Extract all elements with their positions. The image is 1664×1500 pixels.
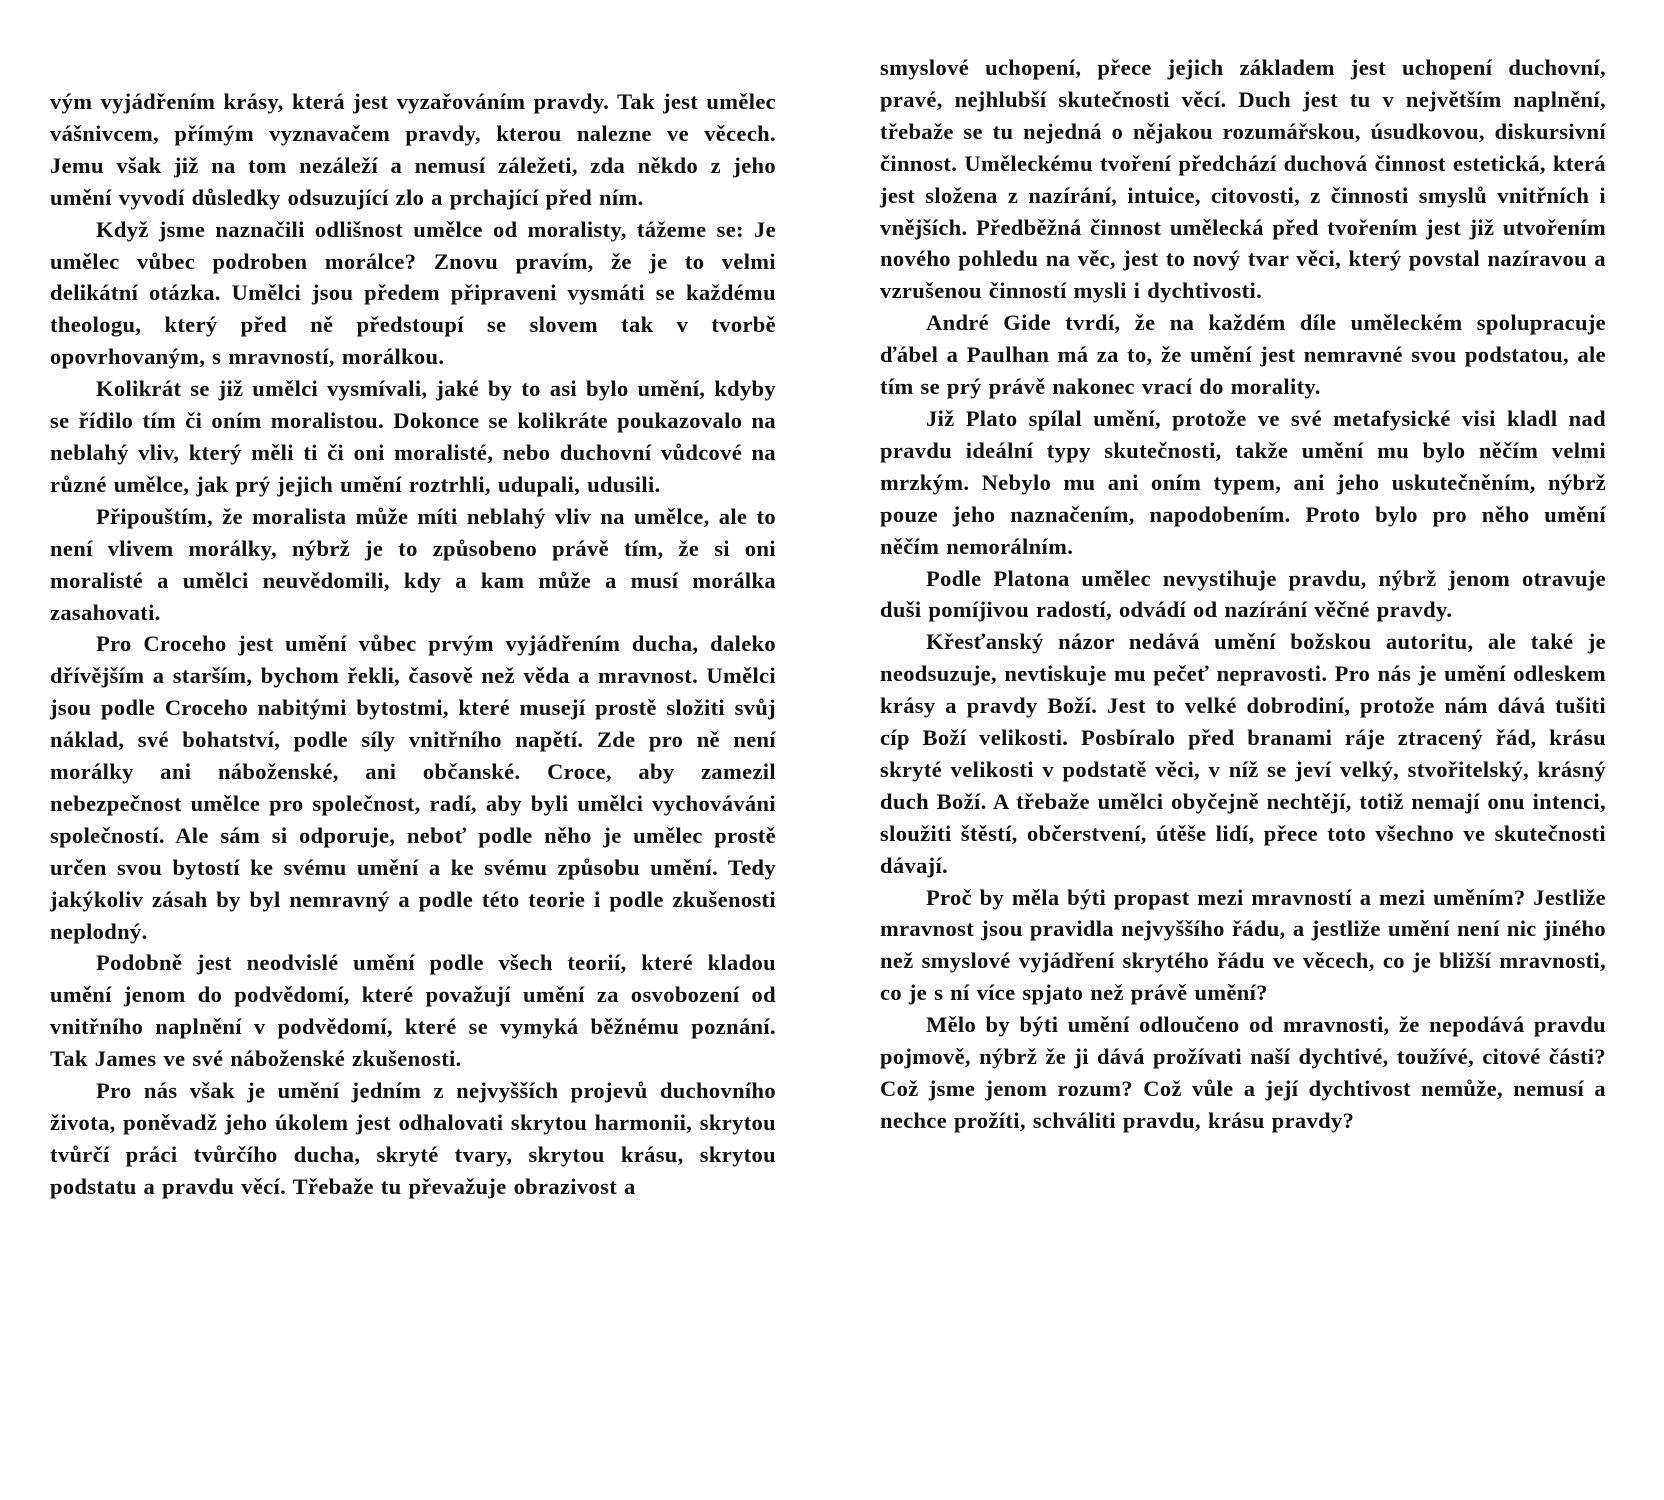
paragraph: smyslové uchopení, přece jejich základem jest uchopení duchovní, pravé, nejhlubší skutečnosti věcí. Duch jest tu v největším naplnění, třebaže se tu nejedná o nějakou rozumářskou, úsudkovou, diskursivní činnost. Uměleckému tvoření předchází duchová činnost estetická, která jest složena z nazírání, intuice, citovosti, z činnosti smyslů vnitřních i vnějších. Předběžná činnost umělecká před tvořením jest již utvořením nového pohledu na věc, jest to nový tvar věci, který povstal nazíravou a vzrušenou činností mysli i dychtivosti. xyxy=(880,55,1606,304)
paragraph: André Gide tvrdí, že na každém díle uměleckém spolupracuje ďábel a Paulhan má za to, že umění jest nemravné svou podstatou, ale tím se prý právě nakonec vrací do morality. xyxy=(880,310,1606,400)
paragraph: Pro Croceho jest umění vůbec prvým vyjádřením ducha, daleko dřívějším a starším, bychom řekli, časově než věda a mravnost. Umělci jsou podle Croceho nabitými bytostmi, které musejí prostě složiti svůj náklad, své bohatství, podle síly vnitřního napětí. Zde pro ně není morálky ani náboženské, ani občanské. Croce, aby zamezil nebezpečnost umělce pro společnost, radí, aby byli umělci vychováváni společností. Ale sám si odporuje, neboť podle něho je umělec prostě určen svou bytostí ke svému umění a ke svému způsobu umění. Tedy jakýkoliv zásah by byl nemravný a podle této teorie i podle zkušenosti neplodný. xyxy=(50,631,776,944)
paragraph: Kolikrát se již umělci vysmívali, jaké by to asi bylo umění, kdyby se řídilo tím či oním moralistou. Dokonce se kolikráte poukazovalo na neblahý vliv, který měli ti či oni moralisté, nebo duchovní vůdcové na různé umělce, jak prý jejich umění roztrhli, udupali, udusili. xyxy=(50,376,776,497)
paragraph: Pro nás však je umění jedním z nejvyšších projevů duchovního života, poněvadž jeho úkolem jest odhalovati skrytou harmonii, skrytou tvůrčí práci tvůrčího ducha, skryté tvary, skrytou krásu, skrytou podstatu a pravdu věcí. Třebaže tu převažuje obrazivost a xyxy=(50,1078,776,1199)
paragraph: Připouštím, že moralista může míti neblahý vliv na umělce, ale to není vlivem morálky, nýbrž je to způsobeno právě tím, že si oni moralisté a umělci neuvědomili, kdy a kam může a musí morálka zasahovati. xyxy=(50,503,776,625)
paragraph: Již Plato spílal umění, protože ve své metafysické visi kladl nad pravdu ideální typy skutečnosti, takže umění mu bylo něčím velmi mrzkým. Nebylo mu ani oním typem, ani jeho uskutečněním, nýbrž pouze jeho naznačením, napodobením. Proto bylo pro něho umění něčím nemorálním. xyxy=(880,405,1606,559)
paragraph: Mělo by býti umění odloučeno od mravnosti, že nepodává pravdu pojmově, nýbrž že ji dává prožívati naší dychtivé, toužívé, citové části? Což jsme jenom rozum? Což vůle a její dychtivost nemůže, nemusí a nechce prožíti, schváliti pravdu, krásu pravdy? xyxy=(880,1012,1606,1133)
paragraph: Podle Platona umělec nevystihuje pravdu, nýbrž jenom otravuje duši pomíjivou radostí, odvádí od nazírání věčné pravdy. xyxy=(880,565,1606,623)
paragraph: Křesťanský názor nedává umění božskou autoritu, ale také je neodsuzuje, nevtiskuje mu pečeť nepravosti. Pro nás je umění odleskem krásy a pravdy Boží. Jest to velké dobrodiní, protože nám dává tušiti cíp Boží velikosti. Posbíralo před branami ráje ztracený řád, krásu skryté velikosti v podstatě věci, v níž se jeví velký, stvořitelský, krásný duch Boží. A třebaže umělci obyčejně nechtějí, totiž nemají onu intenci, sloužiti štěstí, občerstvení, útěše lidí, přece toto všechno ve skutečnosti dávají. xyxy=(880,629,1606,878)
paragraph: vým vyjádřením krásy, která jest vyzařováním pravdy. Tak jest umělec vášnivcem, přímým vyznavačem pravdy, kterou nalezne ve věcech. Jemu však již na tom nezáleží a nemusí záležeti, zda někdo z jeho umění vyvodí důsledky odsuzující zlo a prchající před ním. xyxy=(50,89,776,210)
right-column xyxy=(880,52,1606,1137)
paragraph: Když jsme naznačili odlišnost umělce od moralisty, tážeme se: Je umělec vůbec podroben morálce? Znovu pravím, že je to velmi delikátní otázka. Umělci jsou předem připraveni vysmáti se každému theologu, který před ně předstoupí se slovem tak v tvorbě opovrhovaným, s mravností, morálkou. xyxy=(50,216,776,370)
paragraph: Proč by měla býti propast mezi mravností a mezi uměním? Jestliže mravnost jsou pravidla nejvyššího řádu, a jestliže umění není nic jiného než smyslové vyjádření skrytého řádu ve věcech, co je bližší mravnosti, co je s ní více spjato než právě umění? xyxy=(880,884,1606,1006)
paragraph: Podobně jest neodvislé umění podle všech teorií, které kladou umění jenom do podvědomí, které považují umění za osvobození od vnitřního naplnění v podvědomí, které se vymyká běžnému poznání. Tak James ve své náboženské zkušenosti. xyxy=(50,950,776,1072)
left-column xyxy=(50,86,776,1203)
